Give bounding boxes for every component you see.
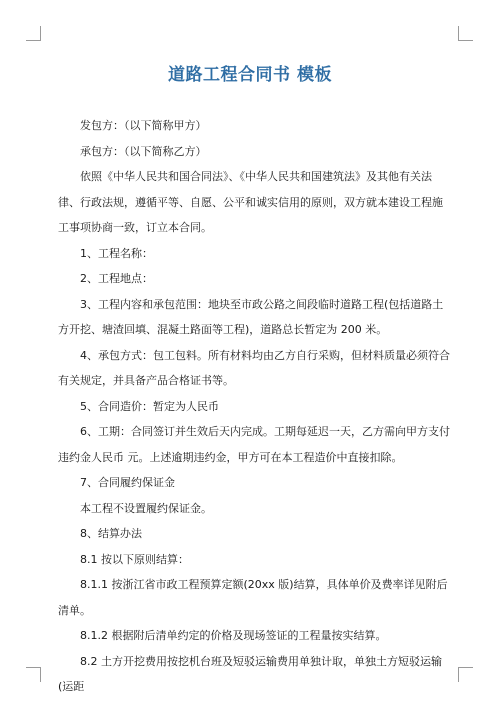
document-title: 道路工程合同书 模板: [168, 65, 332, 85]
paragraph-settlement-8-2: 8.2 土方开挖费用按挖机台班及短驳运输费用单独计取，单独土方短驳运输(运距: [58, 654, 442, 693]
paragraph-no-bond: 本工程不设置履约保证金。: [80, 501, 212, 515]
paragraph-duration: 6、工期：合同签订并生效后天内完成。工期每延迟一天，乙方需向甲方支付违约金人民币 元。上述逾期违约金，甲方可在本工程造价中直接扣除。: [58, 425, 450, 464]
paragraph-settlement: 8、结算办法: [80, 527, 142, 540]
paragraph-preamble: 依照《中华人民共和国合同法》、《中华人民共和国建筑法》及其他有关法律、行政法规，遵循平等、自愿、公平和诚实信用的原则，双方就本建设工程施工事项协商一致，订立本合同。: [58, 170, 443, 234]
paragraph-party-b: 承包方：（以下简称乙方）: [80, 144, 207, 158]
paragraph-contract-price: 5、合同造价：暂定为人民币: [80, 399, 219, 413]
paragraph-settlement-8-1-1: 8.1.1 按浙江省市政工程预算定额(20xx 版)结算，具体单价及费率详见附后清单。: [58, 578, 448, 617]
document-body: [58, 113, 453, 700]
paragraph-contract-mode: 4、承包方式：包工包料。所有材料均由乙方自行采购，但材料质量必须符合有关规定，并具备产品合格证书等。: [58, 348, 450, 387]
crop-mark-top-right: [458, 26, 473, 41]
paragraph-project-scope: 3、工程内容和承包范围：地块至市政公路之间段临时道路工程(包括道路土方开挖、塘渣回填、混凝土路面等工程)，道路总长暂定为 200 米。: [58, 297, 444, 336]
paragraph-party-a: 发包方：（以下简称甲方）: [80, 119, 207, 132]
crop-mark-bottom-left: [26, 667, 41, 682]
paragraph-project-location: 2、工程地点：: [80, 272, 153, 285]
crop-mark-top-left: [26, 26, 41, 41]
paragraph-settlement-8-1-2: 8.1.2 根据附后清单约定的价格及现场签证的工程量按实结算。: [80, 629, 387, 642]
crop-mark-bottom-right: [458, 667, 473, 682]
paragraph-settlement-8-1: 8.1 按以下原则结算：: [80, 552, 189, 566]
paragraph-performance-bond: 7、合同履约保证金: [80, 476, 175, 489]
paragraph-project-name: 1、工程名称：: [80, 246, 153, 260]
